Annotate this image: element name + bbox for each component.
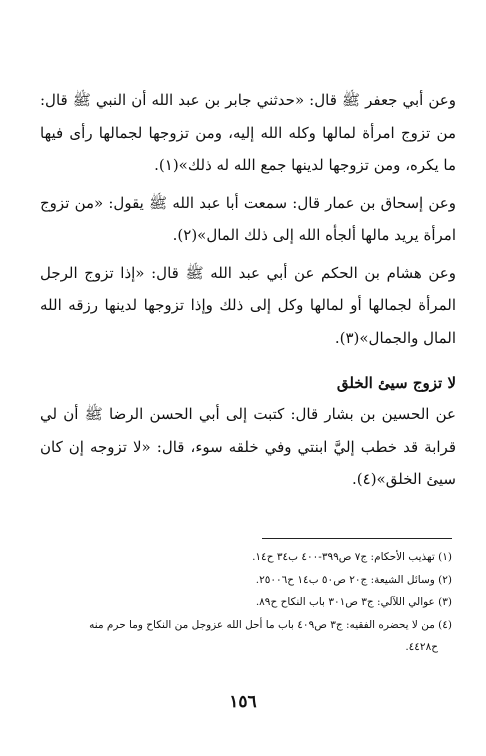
paragraph-ishaq-hadith: وعن إسحاق بن عمار قال: سمعت أبا عبد الله ﷺ يقول: «من تزوج امرأة يريد مالها ألجأه الله إلى ذلك المال»(٢). (40, 193, 456, 244)
footnote-1: (١) تهذيب الأحكام: ج٧ ص٣٩٩-٤٠٠ ب٣٤ ح١٤. (252, 551, 452, 563)
page-number: ١٥٦ (229, 692, 257, 712)
paragraph-jabir-hadith: وعن أبي جعفر ﷺ قال: «حدثني جابر بن عبد الله أن النبي ﷺ قال: من تزوج امرأة لمالها وكله الله إليه، ومن تزوجها لجمالها رأى فيها ما يكره، ومن تزوجها لدينها جمع الله له ذلك»(١). (40, 91, 456, 174)
footnote-2: (٢) وسائل الشيعة: ج٢٠ ص٥٠ ب١٤ ح٢٥٠٠٦. (255, 573, 452, 586)
paragraph-hisham-hadith: وعن هشام بن الحكم عن أبي عبد الله ﷺ قال: «إذا تزوج الرجل المرأة لجمالها أو لمالها وكل إلى ذلك وإذا تزوجها لدينها رزقه الله المال والجمال»(٣). (40, 263, 456, 347)
footnote-4: (٤) من لا يحضره الفقيه: ج٣ ص٤٠٩ باب ما أحل الله عزوجل من النكاح وما حرم منه (89, 618, 452, 631)
footnotes (46, 546, 452, 659)
footnote-3: (٣) عوالي اللآلي: ج٣ ص٣٠١ باب النكاح ح٨٩. (255, 596, 452, 608)
footnote-4-continuation: ح٤٤٢٨. (405, 641, 438, 653)
footnote-divider (262, 538, 452, 539)
main-text (40, 84, 456, 496)
paragraph-husayn-hadith: عن الحسين بن بشار قال: كتبت إلى أبي الحسن الرضا ﷺ أن لي قرابة قد خطب إليَّ ابنتي وفي خلقه سوء، قال: «لا تزوجه إن كان سيئ الخلق»(٤). (40, 405, 456, 488)
section-heading: لا تزوج سيئ الخلق (336, 374, 456, 392)
